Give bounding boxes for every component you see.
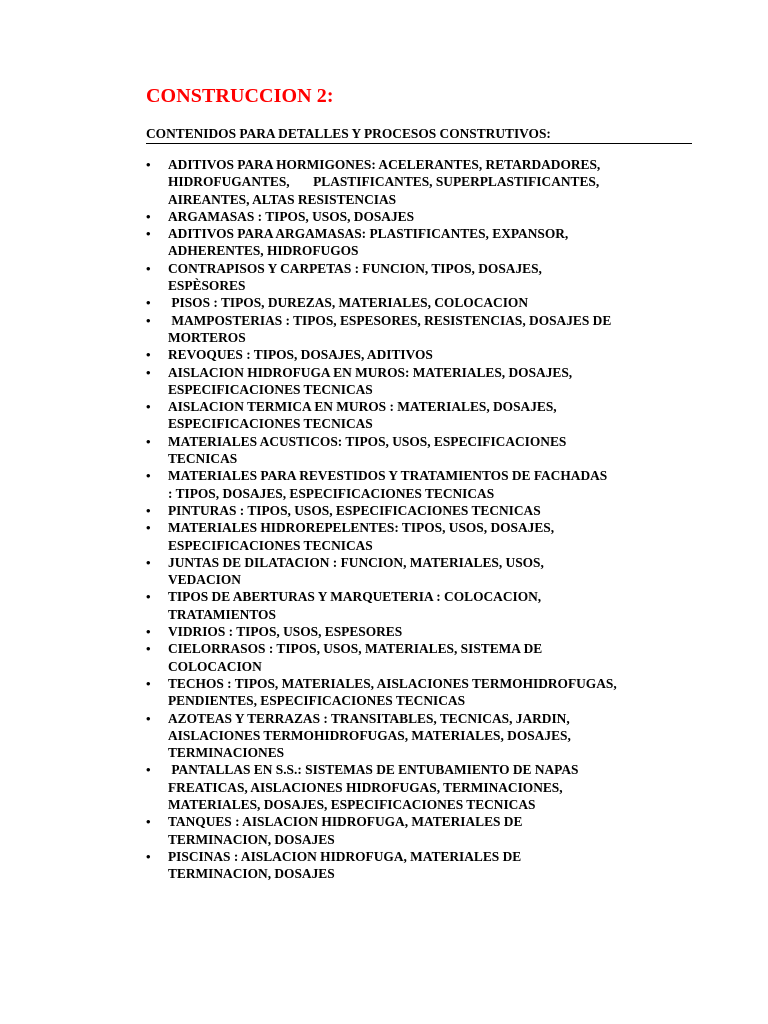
list-item-text: ADITIVOS PARA HORMIGONES: ACELERANTES, RETARDADORES, HIDROFUGANTES, PLASTIFICANTES, SUPERPLASTIFICANTES, AIREANTES, ALTAS RESISTENCIAS: [168, 157, 601, 207]
bullet-icon: •: [146, 312, 151, 328]
list-item: [146, 640, 706, 675]
bullet-icon: •: [146, 208, 151, 224]
bullet-icon: •: [146, 399, 151, 415]
bullet-icon: •: [146, 260, 151, 276]
list-item: [146, 554, 706, 589]
bullet-icon: •: [146, 364, 151, 380]
list-item-text: AISLACION TERMICA EN MUROS : MATERIALES, DOSAJES, ESPECIFICACIONES TECNICAS: [168, 399, 557, 432]
bullet-icon: •: [146, 468, 151, 484]
list-item-text: MATERIALES HIDROREPELENTES: TIPOS, USOS, DOSAJES, ESPECIFICACIONES TECNICAS: [168, 520, 555, 553]
list-item: [146, 225, 706, 260]
bullet-icon: •: [146, 520, 151, 536]
bullet-icon: •: [146, 157, 151, 172]
bullet-icon: •: [146, 554, 151, 570]
list-item: [146, 761, 706, 813]
list-item-text: AISLACION HIDROFUGA EN MUROS: MATERIALES, DOSAJES, ESPECIFICACIONES TECNICAS: [168, 364, 573, 397]
bullet-icon: •: [146, 814, 151, 830]
list-item: [146, 156, 706, 208]
list-item: [146, 467, 706, 502]
list-item-text: ADITIVOS PARA ARGAMASAS: PLASTIFICANTES, EXPANSOR, ADHERENTES, HIDROFUGOS: [168, 226, 569, 259]
list-item: [146, 346, 706, 363]
list-item-text: TIPOS DE ABERTURAS Y MARQUETERIA : COLOCACION, TRATAMIENTOS: [168, 589, 542, 622]
list-item-text: TANQUES : AISLACION HIDROFUGA, MATERIALES DE TERMINACION, DOSAJES: [168, 814, 523, 847]
topic-list: [146, 156, 706, 882]
list-item-text: PISCINAS : AISLACION HIDROFUGA, MATERIALES DE TERMINACION, DOSAJES: [168, 848, 522, 882]
list-item-text: PISOS : TIPOS, DUREZAS, MATERIALES, COLOCACION: [168, 295, 529, 311]
list-item: [146, 502, 706, 519]
list-item-text: TECHOS : TIPOS, MATERIALES, AISLACIONES TERMOHIDROFUGAS, PENDIENTES, ESPECIFICACIONES TECNICAS: [168, 675, 617, 709]
list-item: [146, 294, 706, 311]
list-item-text: JUNTAS DE DILATACION : FUNCION, MATERIALES, USOS, VEDACION: [168, 554, 544, 588]
document-subtitle: CONTENIDOS PARA DETALLES Y PROCESOS CONSTRUTIVOS:: [146, 125, 692, 144]
list-item: [146, 519, 706, 554]
list-item-text: CIELORRASOS : TIPOS, USOS, MATERIALES, SISTEMA DE COLOCACION: [168, 641, 543, 674]
bullet-icon: •: [146, 347, 151, 363]
bullet-icon: •: [146, 295, 151, 311]
list-item: [146, 623, 706, 640]
bullet-icon: •: [146, 226, 151, 242]
bullet-icon: •: [146, 762, 151, 778]
bullet-icon: •: [146, 641, 151, 657]
list-item-text: ARGAMASAS : TIPOS, USOS, DOSAJES: [168, 208, 415, 224]
list-item-text: AZOTEAS Y TERRAZAS : TRANSITABLES, TECNICAS, JARDIN, AISLACIONES TERMOHIDROFUGAS, MATERIALES, DOSAJES, TERMINACIONES: [168, 710, 571, 761]
list-item: [146, 312, 706, 347]
list-item: [146, 260, 706, 295]
list-item-text: REVOQUES : TIPOS, DOSAJES, ADITIVOS: [168, 347, 433, 363]
list-item-text: PINTURAS : TIPOS, USOS, ESPECIFICACIONES TECNICAS: [168, 502, 541, 518]
bullet-icon: •: [146, 624, 151, 640]
bullet-icon: •: [146, 433, 151, 449]
list-item: [146, 588, 706, 623]
list-item-text: PANTALLAS EN S.S.: SISTEMAS DE ENTUBAMIENTO DE NAPAS FREATICAS, AISLACIONES HIDROFUGAS, TERMINACIONES, MATERIALES, DOSAJES, ESPECIFICACIONES TECNICAS: [168, 762, 579, 812]
list-item: [146, 398, 706, 433]
list-item: [146, 675, 706, 710]
bullet-icon: •: [146, 848, 151, 864]
list-item-text: CONTRAPISOS Y CARPETAS : FUNCION, TIPOS, DOSAJES, ESPÈSORES: [168, 260, 542, 294]
list-item-text: MATERIALES PARA REVESTIDOS Y TRATAMIENTOS DE FACHADAS : TIPOS, DOSAJES, ESPECIFICACIONES TECNICAS: [168, 468, 608, 501]
bullet-icon: •: [146, 589, 151, 605]
list-item: [146, 433, 706, 468]
list-item-text: MATERIALES ACUSTICOS: TIPOS, USOS, ESPECIFICACIONES TECNICAS: [168, 433, 567, 467]
list-item: [146, 364, 706, 399]
list-item: [146, 848, 706, 883]
bullet-icon: •: [146, 502, 151, 518]
list-item-text: VIDRIOS : TIPOS, USOS, ESPESORES: [168, 624, 403, 640]
document-title: CONSTRUCCION 2:: [146, 85, 334, 107]
list-item: [146, 813, 706, 848]
list-item: [146, 208, 706, 225]
list-item-text: MAMPOSTERIAS : TIPOS, ESPESORES, RESISTENCIAS, DOSAJES DE MORTEROS: [168, 312, 612, 345]
list-item: [146, 710, 706, 762]
bullet-icon: •: [146, 710, 151, 726]
bullet-icon: •: [146, 675, 151, 691]
